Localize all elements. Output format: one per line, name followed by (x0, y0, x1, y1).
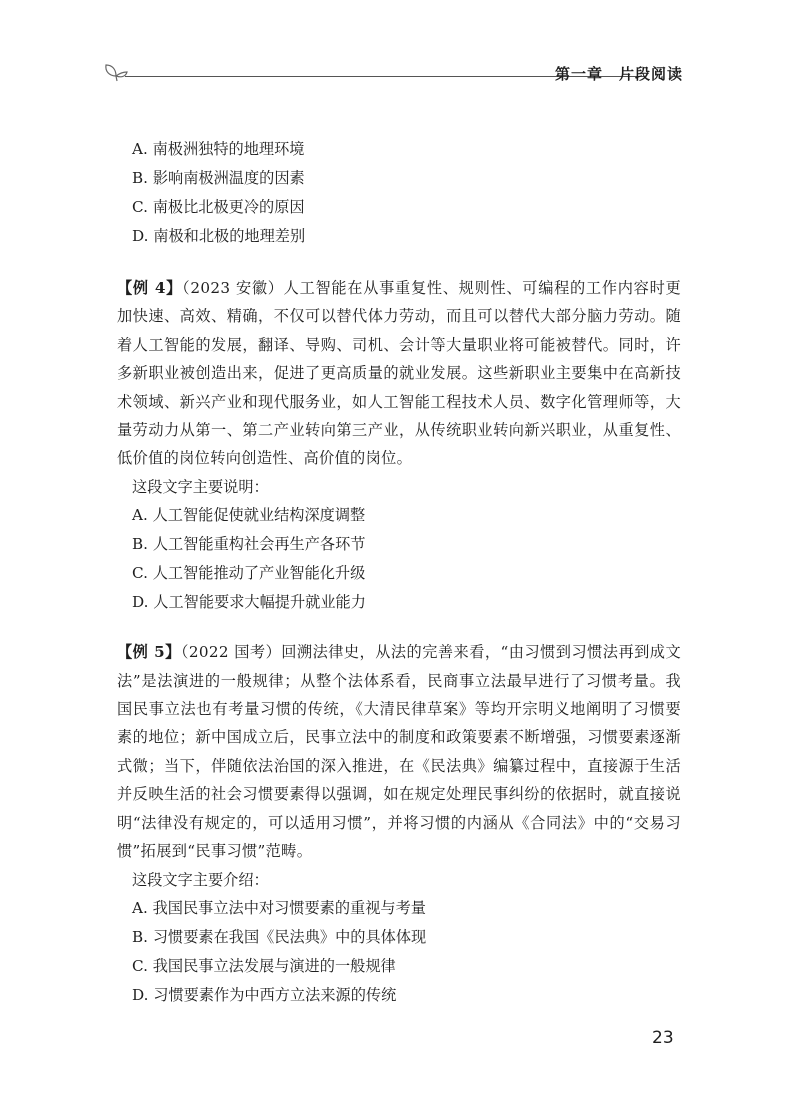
chapter-title: 第一章 片段阅读 (554, 65, 683, 83)
example-5-option-d: D. 习惯要素作为中西方立法来源的传统 (132, 985, 397, 1004)
page-number: 23 (652, 1028, 674, 1048)
example-4-option-c: C. 人工智能推动了产业智能化升级 (132, 564, 366, 583)
example-4-text: 人工智能在从事重复性、规则性、可编程的工作内容时更加快速、高效、精确，不仅可以替代体力劳动，而且可以替代大部分脑力劳动。随着人工智能的发展，翻译、导购、司机、会计等大量职业将可能被替代。同时，许多新职业被创造出来，促进了更高质量的就业发展。这些新职业主要集中在高新技术领域、新兴产业和现代服务业，如人工智能工程技术人员、数字化管理师等，大量劳动力从第一、第二产业转向第三产业，从传统职业转向新兴职业，从重复性、低价值的岗位转向创造性、高价值的岗位。 (117, 279, 682, 468)
example-5-option-a: A. 我国民事立法中对习惯要素的重视与考量 (132, 898, 426, 917)
example-4-question: 这段文字主要说明： (132, 477, 269, 496)
option-c: C. 南极比北极更冷的原因 (132, 198, 305, 216)
example-4-option-d: D. 人工智能要求大幅提升就业能力 (132, 593, 366, 612)
running-header (103, 60, 683, 90)
previous-question-options (117, 135, 681, 251)
option-d: D. 南极和北极的地理差别 (132, 227, 306, 245)
example-5 (117, 638, 681, 1010)
example-5-passage (117, 638, 681, 865)
example-4-passage (117, 274, 681, 473)
page-content (117, 135, 681, 1010)
option-b: B. 影响南极洲温度的因素 (132, 169, 305, 187)
example-5-question: 这段文字主要介绍： (132, 870, 269, 889)
example-5-source: （2022 国考） (180, 643, 282, 662)
example-5-option-b: B. 习惯要素在我国《民法典》中的具体体现 (132, 927, 427, 946)
leaf-sprout-icon (103, 60, 129, 82)
example-4 (117, 274, 681, 617)
example-5-label: 【例 5】 (117, 643, 181, 662)
example-4-label: 【例 4】 (117, 279, 183, 297)
option-a: A. 南极洲独特的地理环境 (132, 140, 305, 158)
example-5-text: 回溯法律史，从法的完善来看，“由习惯到习惯法再到成文法”是法演进的一般规律；从整个法体系看，民商事立法最早进行了习惯考量。我国民事立法也有考量习惯的传统，《大清民律草案》等均开宗明义地阐明了习惯要素的地位；新中国成立后，民事立法中的制度和政策要素不断增强，习惯要素逐渐式微；当下，伴随依法治国的深入推进，在《民法典》编纂过程中，直接源于生活并反映生活的社会习惯要素得以强调，如在规定处理民事纠纷的依据时，就直接说明“法律没有规定的，可以适用习惯”，并将习惯的内涵从《合同法》中的“交易习惯”拓展到“民事习惯”范畴。 (117, 643, 681, 861)
example-4-option-b: B. 人工智能重构社会再生产各环节 (132, 535, 366, 554)
example-4-source: （2023 安徽） (182, 279, 284, 297)
example-4-option-a: A. 人工智能促使就业结构深度调整 (132, 506, 366, 525)
example-5-option-c: C. 我国民事立法发展与演进的一般规律 (132, 956, 396, 975)
